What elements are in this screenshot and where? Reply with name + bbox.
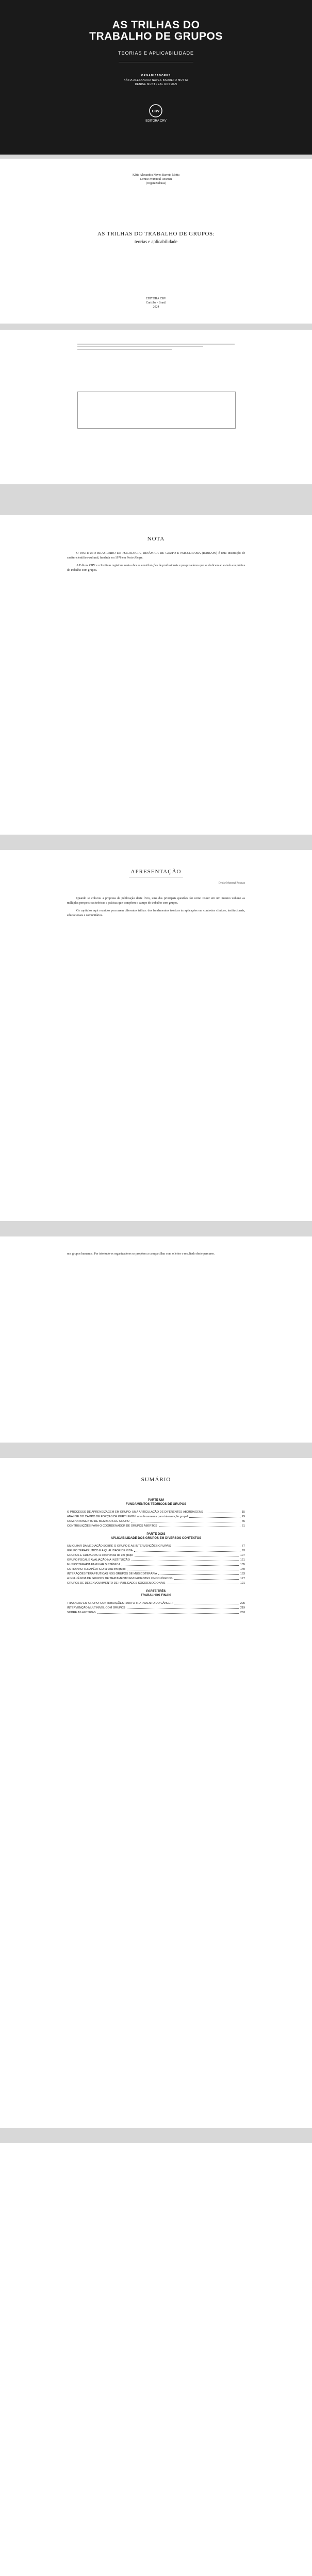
nota-heading: NOTA (147, 536, 165, 542)
organizer-2: DENISE MUNTREAL ROSMAN (135, 83, 177, 86)
toc-title: TRABALHO EM GRUPO: CONTRIBUIÇÕES PARA O TRATAMENTO DO CÂNCER (67, 1602, 173, 1605)
toc-entry[interactable] (67, 1520, 245, 1523)
toc-page: 93 (241, 1549, 245, 1552)
authors-role: (Organizadoras) (146, 182, 166, 185)
title-page (0, 159, 312, 324)
apresentacao-text (67, 896, 245, 921)
toc-entry[interactable] (67, 1602, 245, 1605)
cover-publisher: EDITORA CRV (145, 120, 167, 123)
toc-entry[interactable] (67, 1563, 245, 1567)
nota-page (0, 515, 312, 835)
toc-title: INTERVENÇÃO MULTINÍVEL COM GRUPOS (67, 1606, 125, 1609)
toc-title: COMPORTAMENTO DE MEMBROS DE GRUPO (67, 1520, 130, 1523)
apresentacao-paragraph: Quando se colocou a proposta da publicação deste livro, uma das principais questões foi como reunir em um mesmo volume as múltiplas perspectivas teóricas e práticas que compõem o campo do trabalho com grupos. (67, 897, 245, 905)
toc-page: 15 (241, 1511, 245, 1514)
toc-part-label (67, 1589, 245, 1598)
part2-label: PARTE DOIS (146, 1533, 166, 1536)
part1-title: FUNDAMENTOS TEÓRICOS DE GRUPOS (125, 1503, 187, 1506)
toc-part-label (67, 1532, 245, 1540)
svg-text:CRV: CRV (152, 110, 160, 113)
toc-part1 (67, 1494, 245, 1616)
toc-page: 177 (240, 1577, 245, 1580)
toc-page: 163 (240, 1572, 245, 1575)
nota-text (67, 551, 245, 576)
sumario-page (0, 1458, 312, 2128)
cover-title (0, 20, 312, 42)
toc-entry[interactable] (67, 1577, 245, 1581)
title-page-subtitle: teorias e aplicabilidade (135, 239, 177, 244)
apresentacao-heading: APRESENTAÇÃO (130, 869, 182, 875)
toc-title: ANÁLISE DO CAMPO DE FORÇAS DE KURT LEWIN: uma ferramenta para intervenção grupal (67, 1515, 188, 1518)
toc-entry[interactable] (67, 1524, 245, 1528)
toc-entry[interactable] (67, 1515, 245, 1519)
cover-title-line2: TRABALHO DE GRUPOS (89, 30, 223, 42)
toc-entry[interactable] (67, 1558, 245, 1562)
cover-subtitle: TEORIAS E APLICABILIDADE (118, 50, 194, 56)
cataloging-card (77, 392, 236, 429)
part2-title: APLICABILIDADE DOS GRUPOS EM DIVERSOS CONTEXTOS (110, 1537, 202, 1540)
toc-page: 61 (241, 1524, 245, 1528)
toc-title: GRUPOS E CUIDADOS: a experiência de um grupo (67, 1554, 133, 1557)
apresentacao-page (0, 850, 312, 1221)
continuation-paragraph: nos grupos humanos. Por isto tudo os organizadores se propõem a compartilhar com o leitor o resultado deste percurso. (67, 1252, 215, 1256)
part3-label: PARTE TRÊS (146, 1590, 166, 1593)
copyright-credits-block (77, 342, 235, 383)
publisher-logo-icon (149, 104, 162, 117)
toc-title: MUSICOTERAPIA FAMILIAR SISTÊMICA (67, 1563, 120, 1566)
title-page-imprint (0, 297, 312, 309)
toc-page: 205 (240, 1602, 245, 1605)
part1-label: PARTE UM (148, 1499, 164, 1502)
toc-entry[interactable] (67, 1606, 245, 1610)
toc-title: UM OLHAR DA MEDIAÇÃO SOBRE O GRUPO E AS INTERVENÇÕES GRUPAIS (67, 1545, 171, 1548)
toc-title: COTIDIANO TERAPÊUTICO: a vida em grupo (67, 1568, 126, 1571)
toc-title: SOBRE AS AUTORAS (67, 1611, 96, 1614)
toc-title: O PROCESSO DE APRENDIZAGEM EM GRUPO: UMA ARTICULAÇÃO DE DIFERENTES ABORDAGENS (67, 1511, 203, 1514)
toc-page: 77 (241, 1545, 245, 1548)
imprint-year: 2024 (153, 306, 159, 309)
imprint-publisher: EDITORA CRV (145, 297, 167, 300)
apresentacao-author: Denise Muntreal Rosman (218, 882, 245, 885)
author-2: Denise Muntreal Rosman (140, 178, 172, 181)
title-page-title: AS TRILHAS DO TRABALHO DE GRUPOS: (97, 231, 215, 237)
toc-part-label (67, 1498, 245, 1506)
remaining-pages (0, 2143, 312, 2576)
toc-title: INTERAÇÕES TERAPÊUTICAS NOS GRUPOS DE MUSICOTERAPIA (67, 1572, 157, 1575)
book-cover (0, 0, 312, 155)
organizer-1: KÁTIA ALEXANDRA NAVES BARRETO MOTTA (124, 79, 188, 82)
part3-title: TRABALHOS FINAIS (141, 1594, 171, 1597)
toc-page: 149 (240, 1568, 245, 1571)
toc-page: 107 (240, 1554, 245, 1557)
toc-page: 121 (240, 1558, 245, 1562)
toc-page: 219 (240, 1606, 245, 1609)
toc-page: 45 (241, 1520, 245, 1523)
toc-entry[interactable] (67, 1545, 245, 1548)
apresentacao-continuation-page (0, 1236, 312, 1443)
toc-entry[interactable] (67, 1568, 245, 1571)
toc-title: A INFLUÊNCIA DE GRUPOS DE TRATAMENTO EM PACIENTES ONCOLÓGICOS (67, 1577, 173, 1580)
toc-entry[interactable] (67, 1549, 245, 1553)
apresentacao-continuation (67, 1252, 245, 1260)
author-1: Kátia Alexandra Naves Barreto Motta (133, 174, 179, 177)
copyright-page (0, 330, 312, 484)
toc-page: 29 (241, 1515, 245, 1518)
toc-title: GRUPOS DE DESENVOLVIMENTO DE HABILIDADES SOCIOEMOCIONAIS (67, 1582, 166, 1585)
apresentacao-paragraph: Os capítulos aqui reunidos percorrem diferentes trilhas: dos fundamentos teóricos às aplicações em contextos clínicos, institucionais, educacionais e comunitários. (67, 909, 245, 917)
nota-paragraph: A Editora CRV e o Instituto registram nesta obra as contribuições de profissionais e pesquisadores que se dedicam ao estudo e à prática do trabalho com grupos. (67, 564, 245, 572)
toc-entry[interactable] (67, 1572, 245, 1576)
toc-entry[interactable] (67, 1611, 245, 1615)
toc-entry[interactable] (67, 1554, 245, 1557)
toc-page: 233 (240, 1611, 245, 1614)
toc-title: GRUPO TERAPÊUTICO E A QUALIDADE DE VIDA (67, 1549, 133, 1552)
cover-organizers-label: ORGANIZADORES (141, 74, 171, 77)
nota-paragraph: O INSTITUTO BRASILEIRO DE PSICOLOGIA, DINÂMICA DE GRUPO E PSICODRAMA (IOBRAPS) é uma instituição de caráter científico-cultural, fundada em 1978 em Porto Alegre. (67, 552, 245, 560)
toc-title: GRUPO FOCAL E AVALIAÇÃO NA INSTITUIÇÃO (67, 1558, 130, 1562)
toc-entry[interactable] (67, 1582, 245, 1585)
imprint-city: Curitiba - Brasil (146, 301, 166, 304)
toc-page: 135 (240, 1563, 245, 1566)
toc-entry[interactable] (67, 1511, 245, 1514)
toc-title: CONTRIBUIÇÕES PARA O COORDENADOR DE GRUPOS ABERTOS (67, 1524, 157, 1528)
cover-title-line1: AS TRILHAS DO (112, 19, 200, 31)
cover-organizers (0, 78, 312, 87)
sumario-heading: SUMÁRIO (141, 1477, 171, 1483)
toc-page: 191 (240, 1582, 245, 1585)
title-page-authors (0, 173, 312, 185)
